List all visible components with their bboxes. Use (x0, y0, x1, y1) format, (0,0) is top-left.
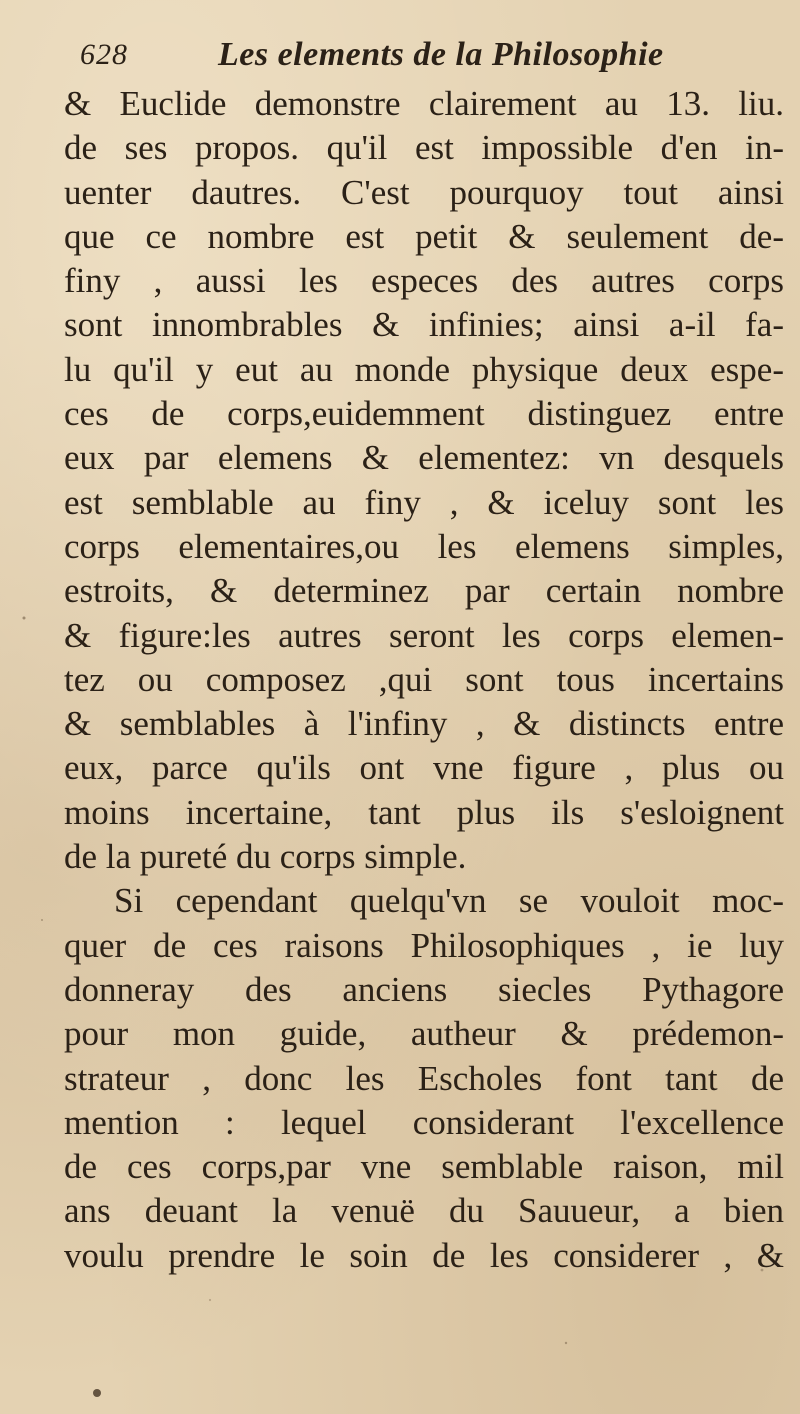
page-header (80, 36, 780, 82)
text-line: de la pureté du corps simple. (64, 837, 467, 877)
text-line: & semblables à l'infiny , & distincts entre (64, 704, 784, 744)
paragraph-first-line: Si cependant quelqu'vn se vouloit moc- (114, 881, 784, 921)
text-line: de ces corps,par vne semblable raison, mil (64, 1147, 784, 1187)
text-line: ces de corps,euidemment distinguez entre (64, 394, 784, 434)
text-line: corps elementaires,ou les elemens simples, (64, 526, 784, 566)
text-line: de ses propos. qu'il est impossible d'en in- (64, 128, 784, 168)
text-line: eux, parce qu'ils ont vne figure , plus ou (64, 748, 784, 788)
text-line: strateur , donc les Escholes font tant de (64, 1058, 784, 1098)
text-line: quer de ces raisons Philosophiques , ie luy (64, 925, 784, 965)
body-text (64, 82, 784, 1278)
text-line: & figure:les autres seront les corps elemen- (64, 615, 784, 655)
page-number: 628 (80, 38, 128, 71)
text-line: moins incertaine, tant plus ils s'esloignent (64, 792, 784, 832)
text-line: donneray des anciens siecles Pythagore (64, 969, 784, 1009)
text-line: uenter dautres. C'est pourquoy tout ainsi (64, 172, 784, 212)
text-line: mention : lequel considerant l'excellence (64, 1102, 784, 1142)
text-line: eux par elemens & elementez: vn desquels (64, 438, 784, 478)
text-line: finy , aussi les especes des autres corps (64, 261, 784, 301)
text-line: est semblable au finy , & iceluy sont les (64, 482, 784, 522)
text-line: ans deuant la venuë du Sauueur, a bien (64, 1191, 784, 1231)
text-line: sont innombrables & infinies; ainsi a-il fa- (64, 305, 784, 345)
text-line: que ce nombre est petit & seulement de- (64, 216, 784, 256)
running-title: Les elements de la Philosophie (218, 36, 664, 73)
text-line: voulu prendre le soin de les considerer , & (64, 1235, 784, 1275)
text-line: & Euclide demonstre clairement au 13. liu. (64, 84, 784, 123)
text-line: pour mon guide, autheur & prédemon- (64, 1014, 784, 1054)
text-line: estroits, & determinez par certain nombre (64, 571, 784, 611)
text-line: lu qu'il y eut au monde physique deux espe- (64, 349, 784, 389)
text-line: tez ou composez ,qui sont tous incertains (64, 659, 784, 699)
